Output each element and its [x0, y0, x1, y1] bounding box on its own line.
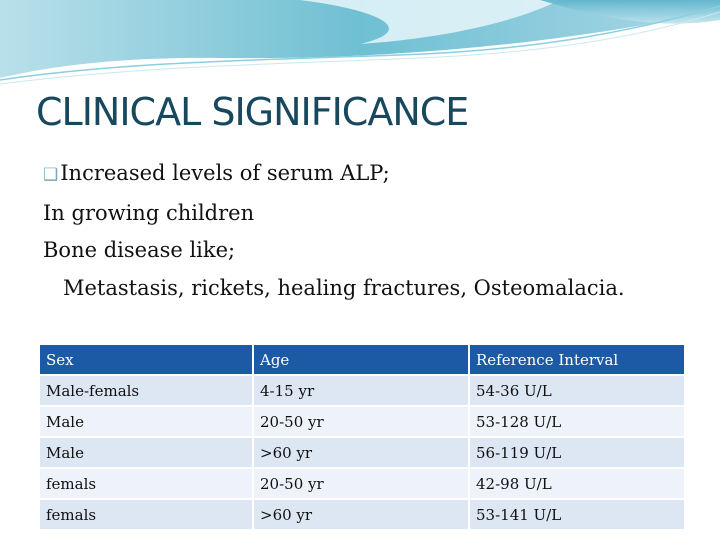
body-line-text: Increased levels of serum ALP; — [60, 161, 390, 185]
cell-age: 20-50 yr — [253, 406, 469, 437]
header-wave-decoration — [0, 0, 720, 85]
cell-interval: 53-128 U/L — [469, 406, 685, 437]
cell-sex: Male-femals — [39, 375, 253, 406]
cell-age: 4-15 yr — [253, 375, 469, 406]
header-reference-interval: Reference Interval — [469, 344, 685, 375]
cell-sex: Male — [39, 437, 253, 468]
table-row — [39, 468, 685, 499]
slide-title: CLINICAL SIGNIFICANCE — [36, 90, 469, 134]
header-sex: Sex — [39, 344, 253, 375]
table-row — [39, 437, 685, 468]
body-line-bone-disease: Bone disease like; — [43, 238, 236, 262]
cell-interval: 42-98 U/L — [469, 468, 685, 499]
cell-age: >60 yr — [253, 437, 469, 468]
cell-interval: 56-119 U/L — [469, 437, 685, 468]
cell-sex: femals — [39, 499, 253, 530]
cell-interval: 54-36 U/L — [469, 375, 685, 406]
cell-sex: femals — [39, 468, 253, 499]
cell-age: >60 yr — [253, 499, 469, 530]
table-row — [39, 375, 685, 406]
cell-interval: 53-141 U/L — [469, 499, 685, 530]
table-row — [39, 499, 685, 530]
table-row — [39, 406, 685, 437]
cell-sex: Male — [39, 406, 253, 437]
body-line-growing-children: In growing children — [43, 200, 255, 225]
slide-body — [43, 155, 703, 307]
body-line-bullet — [43, 155, 703, 195]
bullet-icon: ❑ — [43, 165, 59, 185]
header-age: Age — [253, 344, 469, 375]
body-line-conditions: Metastasis, rickets, healing fractures, Osteomalacia. — [63, 275, 625, 300]
reference-interval-table — [38, 343, 686, 531]
cell-age: 20-50 yr — [253, 468, 469, 499]
table-header-row — [39, 344, 685, 375]
